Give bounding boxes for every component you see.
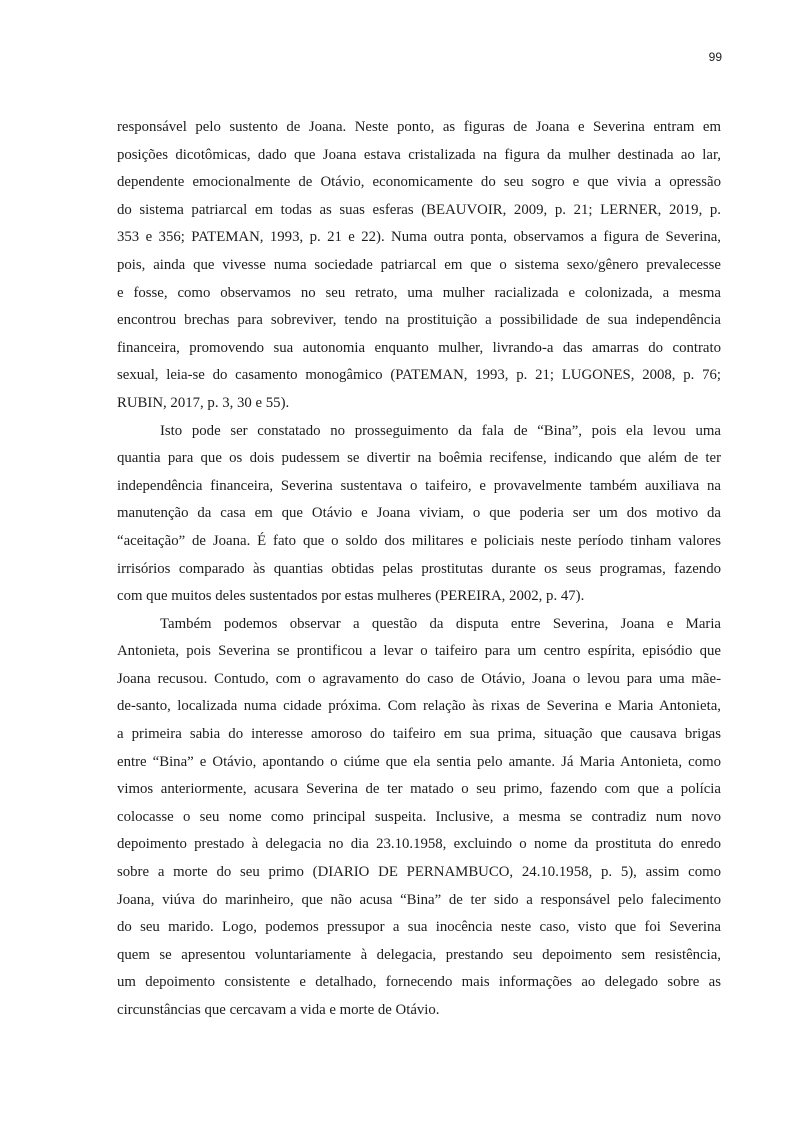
paragraph-2 [117,418,721,611]
text-line: com que muitos deles sustentados por estas mulheres (PEREIRA, 2002, p. 47). [117,588,585,605]
text-line: responsável pelo sustento de Joana. Neste ponto, as figuras de Joana e Severina entram em [117,119,721,135]
paragraph-1 [117,114,721,418]
text-line: Joana, viúva do marinheiro, que não acusa “Bina” de ter sido a responsável pelo falecimento [117,891,721,908]
text-line: sexual, leia-se do casamento monogâmico (PATEMAN, 1993, p. 21; LUGONES, 2008, p. 76; [117,367,721,384]
text-line: Antonieta, pois Severina se prontificou a levar o taifeiro para um centro espírita, episódio que [117,643,721,660]
text-line: Também podemos observar a questão da disputa entre Severina, Joana e Maria [160,615,721,632]
text-line: a primeira sabia do interesse amoroso do taifeiro em sua prima, situação que causava brigas [117,726,721,743]
text-line: quem se apresentou voluntariamente à delegacia, prestando seu depoimento sem resistência, [117,946,721,963]
text-line: RUBIN, 2017, p. 3, 30 e 55). [117,394,290,411]
text-line: encontrou brechas para sobreviver, tendo na prostituição a possibilidade de sua independência [117,312,721,329]
text-line: independência financeira, Severina sustentava o taifeiro, e provavelmente também auxiliava na [117,477,721,494]
text-line: posições dicotômicas, dado que Joana estava cristalizada na figura da mulher destinada ao lar, [117,146,721,163]
text-line: de-santo, localizada numa cidade próxima. Com relação às rixas de Severina e Maria Antonieta, [117,698,721,715]
text-line: irrisórios comparado às quantias obtidas pelas prostitutas durante os seus programas, fazendo [117,560,721,577]
text-line: colocasse o seu nome como principal suspeita. Inclusive, a mesma se contradiz num novo [117,808,721,825]
text-line: Isto pode ser constatado no prosseguimento da fala de “Bina”, pois ela levou uma [160,422,721,439]
text-line: do sistema patriarcal em todas as suas esferas (BEAUVOIR, 2009, p. 21; LERNER, 2019, p. [117,201,721,218]
text-line: Joana recusou. Contudo, com o agravamento do caso de Otávio, Joana o levou para uma mãe- [117,670,721,687]
text-line: manutenção da casa em que Otávio e Joana viviam, o que poderia ser um dos motivo da [117,505,721,522]
text-line: depoimento prestado à delegacia no dia 23.10.1958, excluindo o nome da prostituta do enredo [117,836,721,853]
page-number: 99 [708,50,722,64]
text-line: um depoimento consistente e detalhado, fornecendo mais informações ao delegado sobre as [117,974,721,991]
text-line: do seu marido. Logo, podemos pressupor a sua inocência neste caso, visto que foi Severina [117,919,721,936]
text-line: 353 e 356; PATEMAN, 1993, p. 21 e 22). Numa outra ponta, observamos a figura de Severina, [117,229,721,246]
document-body [117,114,721,1025]
text-line: financeira, promovendo sua autonomia enquanto mulher, livrando-a das amarras do contrato [117,339,721,356]
text-line: vimos anteriormente, acusara Severina de ter matado o seu primo, fazendo com que a polícia [117,781,721,798]
text-line: sobre a morte do seu primo (DIARIO DE PERNAMBUCO, 24.10.1958, p. 5), assim como [117,864,721,881]
text-line: pois, ainda que vivesse numa sociedade patriarcal em que o sistema sexo/gênero prevalecesse [117,256,721,273]
text-line: dependente emocionalmente de Otávio, economicamente do seu sogro e que vivia a opressão [117,174,721,191]
text-line: e fosse, como observamos no seu retrato, uma mulher racializada e colonizada, a mesma [117,284,721,301]
text-line: circunstâncias que cercavam a vida e morte de Otávio. [117,1002,440,1018]
text-line: “aceitação” de Joana. É fato que o soldo dos militares e policiais neste período tinham valores [117,532,721,549]
paragraph-3 [117,611,721,1025]
text-line: entre “Bina” e Otávio, apontando o ciúme que ela sentia pelo amante. Já Maria Antonieta, como [117,753,721,770]
text-line: quantia para que os dois pudessem se divertir na boêmia recifense, indicando que além de ter [117,450,721,467]
